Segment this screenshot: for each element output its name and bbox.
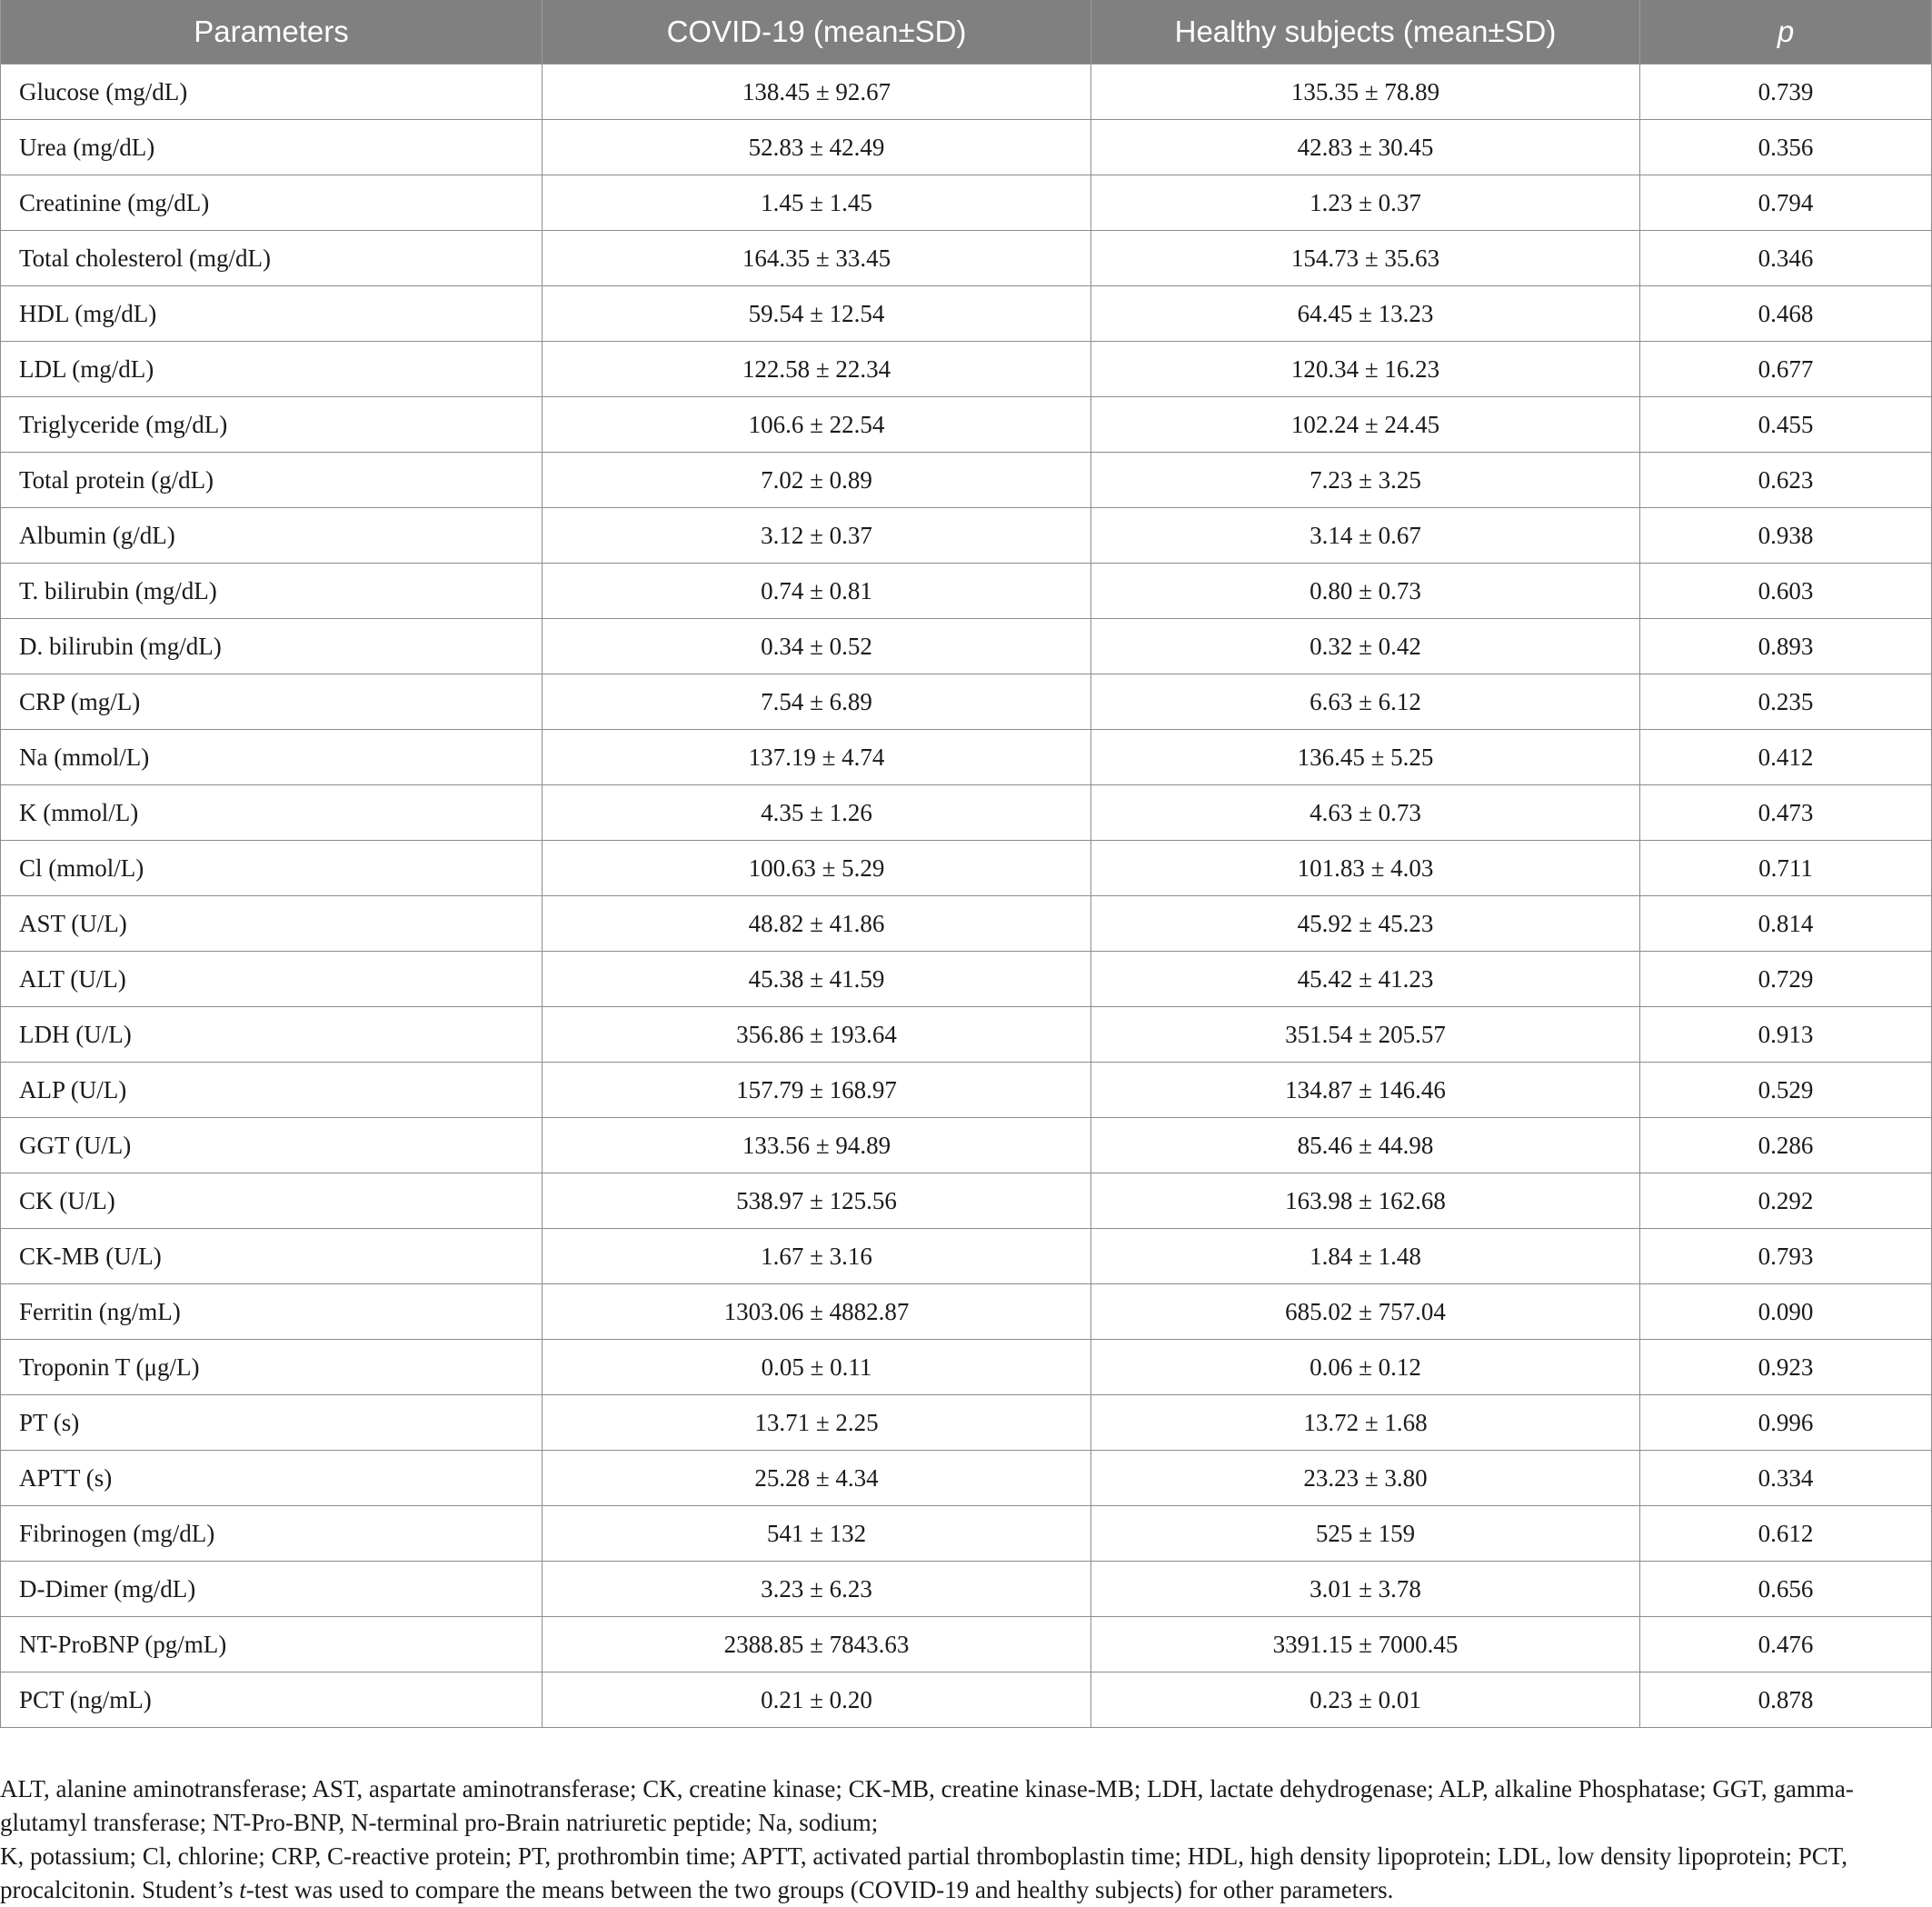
table-header xyxy=(1,0,1932,65)
cell-p-value: 0.893 xyxy=(1640,619,1932,674)
cell-covid-value: 137.19 ± 4.74 xyxy=(543,730,1091,785)
cell-parameter: PT (s) xyxy=(1,1395,543,1451)
cell-parameter: D. bilirubin (mg/dL) xyxy=(1,619,543,674)
cell-covid-value: 1.45 ± 1.45 xyxy=(543,175,1091,231)
cell-p-value: 0.412 xyxy=(1640,730,1932,785)
cell-covid-value: 7.02 ± 0.89 xyxy=(543,453,1091,508)
cell-healthy-value: 135.35 ± 78.89 xyxy=(1091,65,1640,120)
table-body xyxy=(1,65,1932,1728)
cell-healthy-value: 3.01 ± 3.78 xyxy=(1091,1562,1640,1617)
table-row xyxy=(1,1173,1932,1229)
cell-covid-value: 52.83 ± 42.49 xyxy=(543,120,1091,175)
table-row xyxy=(1,231,1932,286)
cell-healthy-value: 3.14 ± 0.67 xyxy=(1091,508,1640,564)
cell-healthy-value: 13.72 ± 1.68 xyxy=(1091,1395,1640,1451)
cell-healthy-value: 102.24 ± 24.45 xyxy=(1091,397,1640,453)
cell-parameter: PCT (ng/mL) xyxy=(1,1672,543,1728)
cell-healthy-value: 525 ± 159 xyxy=(1091,1506,1640,1562)
cell-healthy-value: 134.87 ± 146.46 xyxy=(1091,1063,1640,1118)
cell-covid-value: 541 ± 132 xyxy=(543,1506,1091,1562)
cell-covid-value: 3.12 ± 0.37 xyxy=(543,508,1091,564)
cell-healthy-value: 154.73 ± 35.63 xyxy=(1091,231,1640,286)
cell-p-value: 0.794 xyxy=(1640,175,1932,231)
cell-healthy-value: 0.80 ± 0.73 xyxy=(1091,564,1640,619)
header-covid: COVID-19 (mean±SD) xyxy=(543,0,1091,65)
cell-p-value: 0.878 xyxy=(1640,1672,1932,1728)
table-row xyxy=(1,453,1932,508)
cell-covid-value: 2388.85 ± 7843.63 xyxy=(543,1617,1091,1672)
cell-p-value: 0.529 xyxy=(1640,1063,1932,1118)
footnote-line-2 xyxy=(0,1840,1925,1907)
cell-covid-value: 0.74 ± 0.81 xyxy=(543,564,1091,619)
cell-covid-value: 59.54 ± 12.54 xyxy=(543,286,1091,342)
table-row xyxy=(1,397,1932,453)
table-row xyxy=(1,508,1932,564)
cell-parameter: GGT (U/L) xyxy=(1,1118,543,1173)
cell-covid-value: 164.35 ± 33.45 xyxy=(543,231,1091,286)
cell-parameter: LDH (U/L) xyxy=(1,1007,543,1063)
cell-covid-value: 45.38 ± 41.59 xyxy=(543,952,1091,1007)
cell-p-value: 0.090 xyxy=(1640,1284,1932,1340)
cell-p-value: 0.996 xyxy=(1640,1395,1932,1451)
cell-p-value: 0.814 xyxy=(1640,896,1932,952)
table-row xyxy=(1,1506,1932,1562)
header-healthy: Healthy subjects (mean±SD) xyxy=(1091,0,1640,65)
cell-p-value: 0.346 xyxy=(1640,231,1932,286)
cell-covid-value: 538.97 ± 125.56 xyxy=(543,1173,1091,1229)
cell-healthy-value: 1.23 ± 0.37 xyxy=(1091,175,1640,231)
cell-parameter: APTT (s) xyxy=(1,1451,543,1506)
cell-p-value: 0.603 xyxy=(1640,564,1932,619)
cell-p-value: 0.677 xyxy=(1640,342,1932,397)
footnote-line-1: ALT, alanine aminotransferase; AST, aspartate aminotransferase; CK, creatine kinase; CK-MB, creatine kinase-MB; LDH, lactate dehydrogenase; ALP, alkaline Phosphatase; GGT, gamma-glutamyl transferase; NT-Pro-BNP, N-terminal pro-Brain natriuretic peptide; Na, sodium; xyxy=(0,1775,1854,1836)
cell-healthy-value: 120.34 ± 16.23 xyxy=(1091,342,1640,397)
cell-covid-value: 25.28 ± 4.34 xyxy=(543,1451,1091,1506)
cell-p-value: 0.286 xyxy=(1640,1118,1932,1173)
cell-healthy-value: 3391.15 ± 7000.45 xyxy=(1091,1617,1640,1672)
header-p-value: p xyxy=(1640,0,1932,65)
cell-parameter: Total protein (g/dL) xyxy=(1,453,543,508)
cell-covid-value: 157.79 ± 168.97 xyxy=(543,1063,1091,1118)
cell-covid-value: 0.05 ± 0.11 xyxy=(543,1340,1091,1395)
cell-healthy-value: 23.23 ± 3.80 xyxy=(1091,1451,1640,1506)
cell-healthy-value: 0.23 ± 0.01 xyxy=(1091,1672,1640,1728)
table-row xyxy=(1,1284,1932,1340)
cell-healthy-value: 64.45 ± 13.23 xyxy=(1091,286,1640,342)
cell-p-value: 0.235 xyxy=(1640,674,1932,730)
cell-covid-value: 106.6 ± 22.54 xyxy=(543,397,1091,453)
cell-parameter: Total cholesterol (mg/dL) xyxy=(1,231,543,286)
table-row xyxy=(1,1395,1932,1451)
cell-healthy-value: 6.63 ± 6.12 xyxy=(1091,674,1640,730)
cell-p-value: 0.334 xyxy=(1640,1451,1932,1506)
cell-p-value: 0.356 xyxy=(1640,120,1932,175)
cell-parameter: Creatinine (mg/dL) xyxy=(1,175,543,231)
cell-healthy-value: 1.84 ± 1.48 xyxy=(1091,1229,1640,1284)
cell-healthy-value: 45.42 ± 41.23 xyxy=(1091,952,1640,1007)
table-row xyxy=(1,619,1932,674)
cell-parameter: ALT (U/L) xyxy=(1,952,543,1007)
cell-parameter: ALP (U/L) xyxy=(1,1063,543,1118)
table-row xyxy=(1,1617,1932,1672)
cell-parameter: Na (mmol/L) xyxy=(1,730,543,785)
cell-parameter: LDL (mg/dL) xyxy=(1,342,543,397)
table-row xyxy=(1,1007,1932,1063)
cell-p-value: 0.473 xyxy=(1640,785,1932,841)
cell-parameter: Fibrinogen (mg/dL) xyxy=(1,1506,543,1562)
cell-healthy-value: 685.02 ± 757.04 xyxy=(1091,1284,1640,1340)
table-row xyxy=(1,1118,1932,1173)
cell-healthy-value: 0.32 ± 0.42 xyxy=(1091,619,1640,674)
cell-healthy-value: 101.83 ± 4.03 xyxy=(1091,841,1640,896)
table-row xyxy=(1,564,1932,619)
cell-covid-value: 1303.06 ± 4882.87 xyxy=(543,1284,1091,1340)
table-row xyxy=(1,730,1932,785)
cell-parameter: T. bilirubin (mg/dL) xyxy=(1,564,543,619)
table-row xyxy=(1,1451,1932,1506)
cell-covid-value: 1.67 ± 3.16 xyxy=(543,1229,1091,1284)
table-row xyxy=(1,1672,1932,1728)
cell-p-value: 0.913 xyxy=(1640,1007,1932,1063)
cell-healthy-value: 85.46 ± 44.98 xyxy=(1091,1118,1640,1173)
table-row xyxy=(1,1562,1932,1617)
table-row xyxy=(1,1229,1932,1284)
cell-p-value: 0.711 xyxy=(1640,841,1932,896)
cell-covid-value: 100.63 ± 5.29 xyxy=(543,841,1091,896)
cell-p-value: 0.623 xyxy=(1640,453,1932,508)
cell-covid-value: 13.71 ± 2.25 xyxy=(543,1395,1091,1451)
table-row xyxy=(1,841,1932,896)
cell-healthy-value: 45.92 ± 45.23 xyxy=(1091,896,1640,952)
cell-healthy-value: 42.83 ± 30.45 xyxy=(1091,120,1640,175)
cell-covid-value: 138.45 ± 92.67 xyxy=(543,65,1091,120)
cell-parameter: CK-MB (U/L) xyxy=(1,1229,543,1284)
cell-covid-value: 48.82 ± 41.86 xyxy=(543,896,1091,952)
cell-parameter: AST (U/L) xyxy=(1,896,543,952)
footnote-line-2-end: -test was used to compare the means between the two groups (COVID-19 and healthy subjects) for other parameters. xyxy=(245,1876,1394,1903)
cell-p-value: 0.476 xyxy=(1640,1617,1932,1672)
cell-covid-value: 3.23 ± 6.23 xyxy=(543,1562,1091,1617)
table-row xyxy=(1,65,1932,120)
cell-covid-value: 356.86 ± 193.64 xyxy=(543,1007,1091,1063)
table-row xyxy=(1,286,1932,342)
cell-p-value: 0.656 xyxy=(1640,1562,1932,1617)
cell-parameter: D-Dimer (mg/dL) xyxy=(1,1562,543,1617)
cell-parameter: CK (U/L) xyxy=(1,1173,543,1229)
table-row xyxy=(1,896,1932,952)
cell-covid-value: 7.54 ± 6.89 xyxy=(543,674,1091,730)
cell-covid-value: 0.21 ± 0.20 xyxy=(543,1672,1091,1728)
footnote-t-italic: t xyxy=(239,1876,246,1903)
cell-covid-value: 133.56 ± 94.89 xyxy=(543,1118,1091,1173)
cell-covid-value: 0.34 ± 0.52 xyxy=(543,619,1091,674)
cell-healthy-value: 0.06 ± 0.12 xyxy=(1091,1340,1640,1395)
cell-parameter: Triglyceride (mg/dL) xyxy=(1,397,543,453)
cell-parameter: HDL (mg/dL) xyxy=(1,286,543,342)
table-row xyxy=(1,674,1932,730)
cell-parameter: CRP (mg/L) xyxy=(1,674,543,730)
cell-p-value: 0.923 xyxy=(1640,1340,1932,1395)
table-row xyxy=(1,952,1932,1007)
cell-p-value: 0.455 xyxy=(1640,397,1932,453)
table-row xyxy=(1,175,1932,231)
header-row xyxy=(1,0,1932,65)
table-footnote xyxy=(0,1772,1925,1907)
table-row xyxy=(1,1340,1932,1395)
header-parameters: Parameters xyxy=(1,0,543,65)
cell-healthy-value: 351.54 ± 205.57 xyxy=(1091,1007,1640,1063)
table-row xyxy=(1,785,1932,841)
cell-p-value: 0.729 xyxy=(1640,952,1932,1007)
cell-parameter: Troponin T (μg/L) xyxy=(1,1340,543,1395)
cell-healthy-value: 136.45 ± 5.25 xyxy=(1091,730,1640,785)
footnote-line-2-start: K, potassium; Cl, chlorine; CRP, C-reactive protein; PT, prothrombin time; APTT, activated partial thromboplastin time; HDL, high density lipoprotein; LDL, low density lipoprotein; PCT, procalcitonin. Student’s xyxy=(0,1842,1847,1903)
cell-healthy-value: 163.98 ± 162.68 xyxy=(1091,1173,1640,1229)
cell-parameter: Urea (mg/dL) xyxy=(1,120,543,175)
cell-p-value: 0.292 xyxy=(1640,1173,1932,1229)
cell-parameter: Cl (mmol/L) xyxy=(1,841,543,896)
cell-p-value: 0.793 xyxy=(1640,1229,1932,1284)
cell-p-value: 0.612 xyxy=(1640,1506,1932,1562)
cell-p-value: 0.938 xyxy=(1640,508,1932,564)
table-row xyxy=(1,1063,1932,1118)
cell-covid-value: 4.35 ± 1.26 xyxy=(543,785,1091,841)
cell-p-value: 0.739 xyxy=(1640,65,1932,120)
cell-covid-value: 122.58 ± 22.34 xyxy=(543,342,1091,397)
table-row xyxy=(1,120,1932,175)
table-row xyxy=(1,342,1932,397)
cell-parameter: Ferritin (ng/mL) xyxy=(1,1284,543,1340)
cell-parameter: NT-ProBNP (pg/mL) xyxy=(1,1617,543,1672)
cell-parameter: Albumin (g/dL) xyxy=(1,508,543,564)
cell-healthy-value: 4.63 ± 0.73 xyxy=(1091,785,1640,841)
cell-parameter: Glucose (mg/dL) xyxy=(1,65,543,120)
cell-p-value: 0.468 xyxy=(1640,286,1932,342)
cell-parameter: K (mmol/L) xyxy=(1,785,543,841)
cell-healthy-value: 7.23 ± 3.25 xyxy=(1091,453,1640,508)
